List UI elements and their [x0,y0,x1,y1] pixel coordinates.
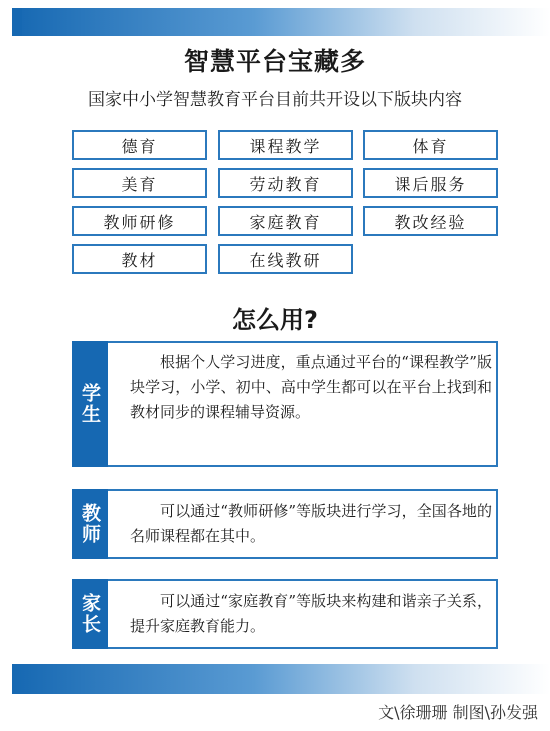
top-decor-hook [12,8,22,36]
role-text-student: 根据个人学习进度，重点通过平台的“课程教学”版块学习，小学、初中、高中学生都可以在平台上找到和教材同步的课程辅导资源。 [130,353,492,421]
category-item: 课后服务 [363,168,498,198]
role-text-parent: 可以通过“家庭教育”等版块来构建和谐亲子关系，提升家庭教育能力。 [130,592,492,635]
credit-line: 文\徐珊珊 制图\孙发强 [378,703,538,722]
role-label: 家长 [79,593,101,635]
category-item: 教改经验 [363,206,498,236]
category-item: 劳动教育 [218,168,353,198]
page-subtitle: 国家中小学智慧教育平台目前共开设以下版块内容 [88,90,462,110]
category-item: 家庭教育 [218,206,353,236]
bottom-decor-bar [12,664,550,694]
category-item: 课程教学 [218,130,353,160]
top-decor-bar [12,8,550,36]
category-item: 体育 [363,130,498,160]
role-label: 教师 [79,503,101,545]
category-item: 在线教研 [218,244,353,274]
category-item: 教材 [72,244,207,274]
role-tab-student [72,341,108,467]
category-item: 美育 [72,168,207,198]
role-label: 学生 [79,383,101,425]
role-text-teacher: 可以通过“教师研修”等版块进行学习，全国各地的名师课程都在其中。 [130,502,492,545]
page-title: 智慧平台宝藏多 [183,47,366,76]
role-tab-teacher [72,489,108,559]
category-item: 教师研修 [72,206,207,236]
category-item: 德育 [72,130,207,160]
usage-title: 怎么用? [232,306,318,334]
role-tab-parent [72,579,108,649]
